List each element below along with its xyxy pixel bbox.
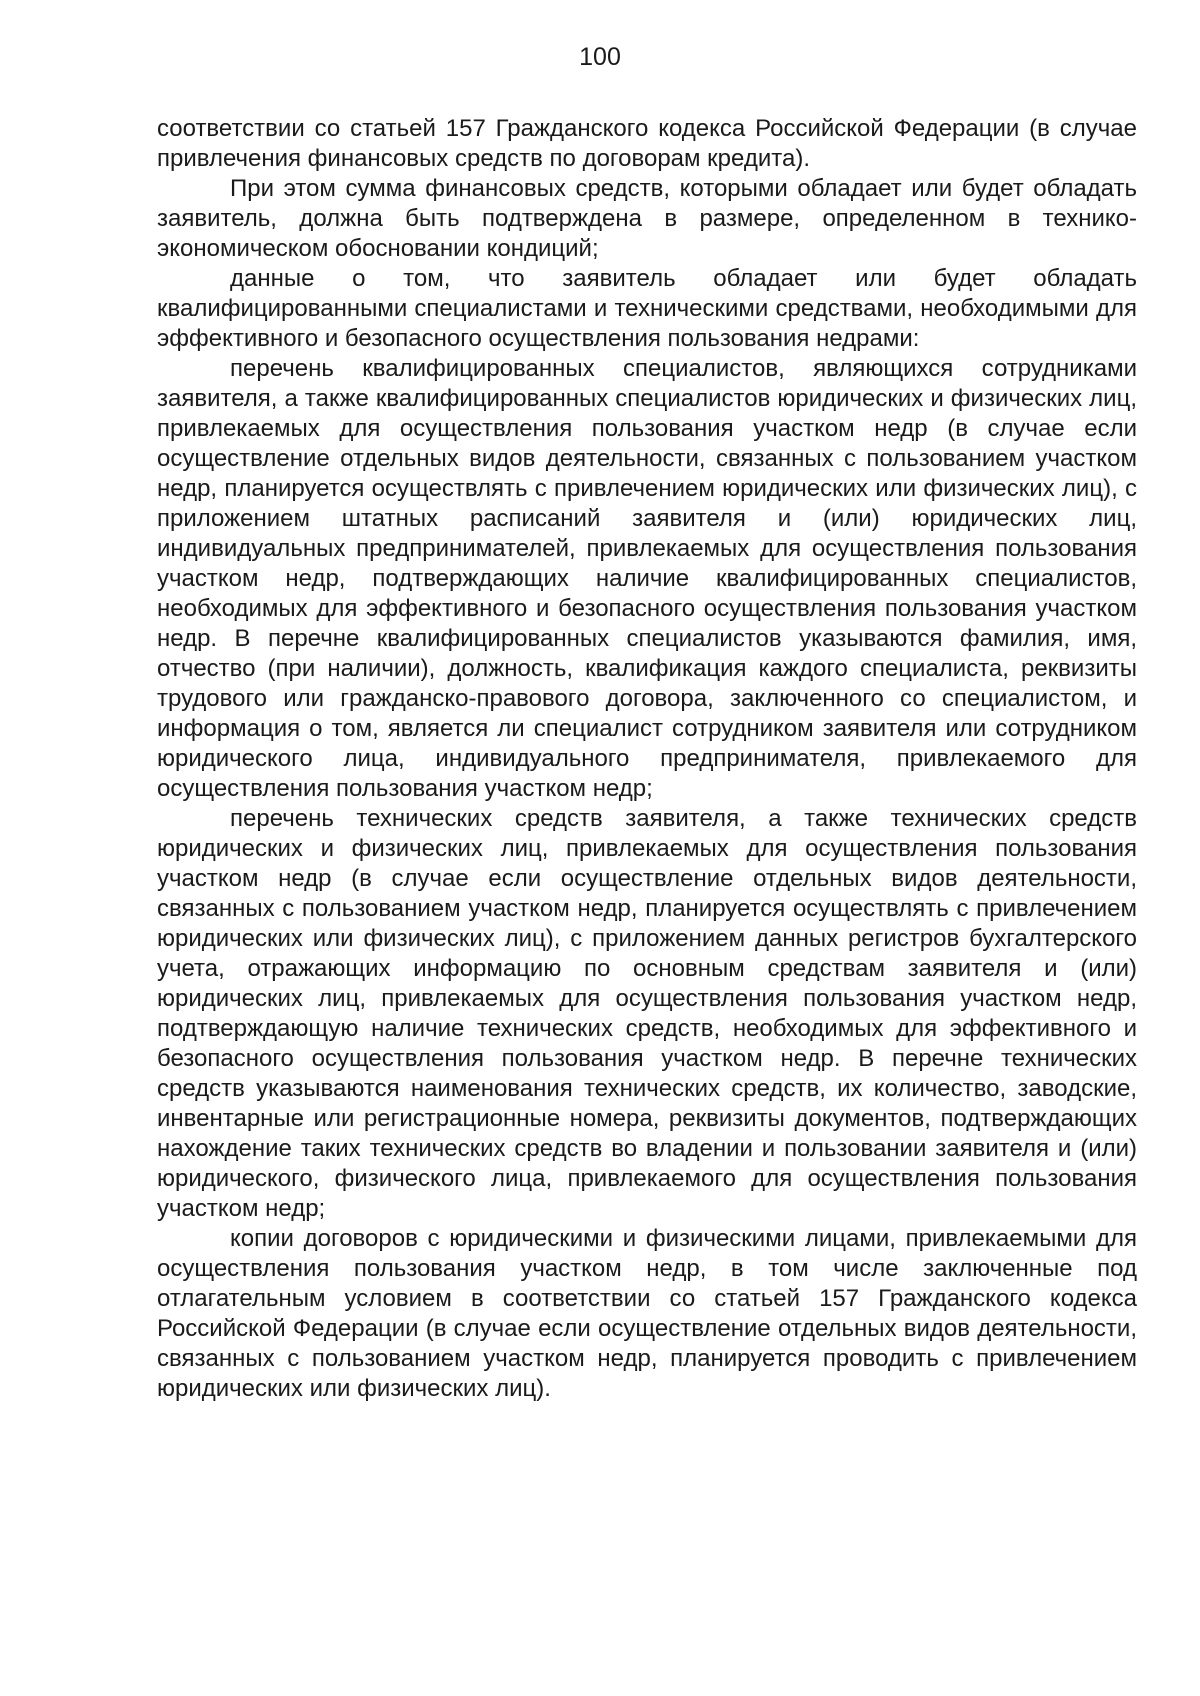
paragraph-specialists-list: перечень квалифицированных специалистов, являющихся сотрудниками заявителя, а также квалифицированных специалистов юридических и физических лиц, привлекаемых для осуществления пользования участком недр (в случае если осуществление отдельных видов деятельности, связанных с пользованием участком недр, планируется осуществлять с привлечением юридических или физических лиц), с приложением штатных расписаний заявителя и (или) юридических лиц, индивидуальных предпринимателей, привлекаемых для осуществления пользования участком недр, подтверждающих наличие квалифицированных специалистов, необходимых для эффективного и безопасного осуществления пользования участком недр. В перечне квалифицированных специалистов указываются фамилия, имя, отчество (при наличии), должность, квалификация каждого специалиста, реквизиты трудового или гражданско-правового договора, заключенного со специалистом, и информация о том, является ли специалист сотрудником заявителя или сотрудником юридического лица, индивидуального предпринимателя, привлекаемого для осуществления пользования участком недр; <box>157 355 1137 802</box>
page-number: 100 <box>579 43 621 71</box>
paragraph-technical-means-list: перечень технических средств заявителя, а также технических средств юридических и физических лиц, привлекаемых для осуществления пользования участком недр (в случае если осуществление отдельных видов деятельности, связанных с пользованием участком недр, планируется осуществлять с привлечением юридических или физических лиц), с приложением данных регистров бухгалтерского учета, отражающих информацию по основным средствам заявителя и (или) юридических лиц, привлекаемых для осуществления пользования участком недр, подтверждающую наличие технических средств, необходимых для эффективного и безопасного осуществления пользования участком недр. В перечне технических средств указываются наименования технических средств, их количество, заводские, инвентарные или регистрационные номера, реквизиты документов, подтверждающих нахождение таких технических средств во владении и пользовании заявителя и (или) юридического, физического лица, привлекаемого для осуществления пользования участком недр; <box>157 805 1137 1222</box>
document-body <box>157 114 1137 1404</box>
paragraph-continuation: соответствии со статьей 157 Гражданского кодекса Российской Федерации (в случае привлечения финансовых средств по договорам кредита). <box>157 115 1137 172</box>
paragraph-contract-copies: копии договоров с юридическими и физическими лицами, привлекаемыми для осуществления пользования участком недр, в том числе заключенные под отлагательным условием в соответствии со статьей 157 Гражданского кодекса Российской Федерации (в случае если осуществление отдельных видов деятельности, связанных с пользованием участком недр, планируется проводить с привлечением юридических или физических лиц). <box>157 1225 1137 1402</box>
paragraph-qualified-resources: данные о том, что заявитель обладает или будет обладать квалифицированными специалистами и техническими средствами, необходимыми для эффективного и безопасного осуществления пользования недрами: <box>157 265 1137 352</box>
paragraph-financial-amount: При этом сумма финансовых средств, которыми обладает или будет обладать заявитель, должна быть подтверждена в размере, определенном в технико-экономическом обосновании кондиций; <box>157 175 1137 262</box>
